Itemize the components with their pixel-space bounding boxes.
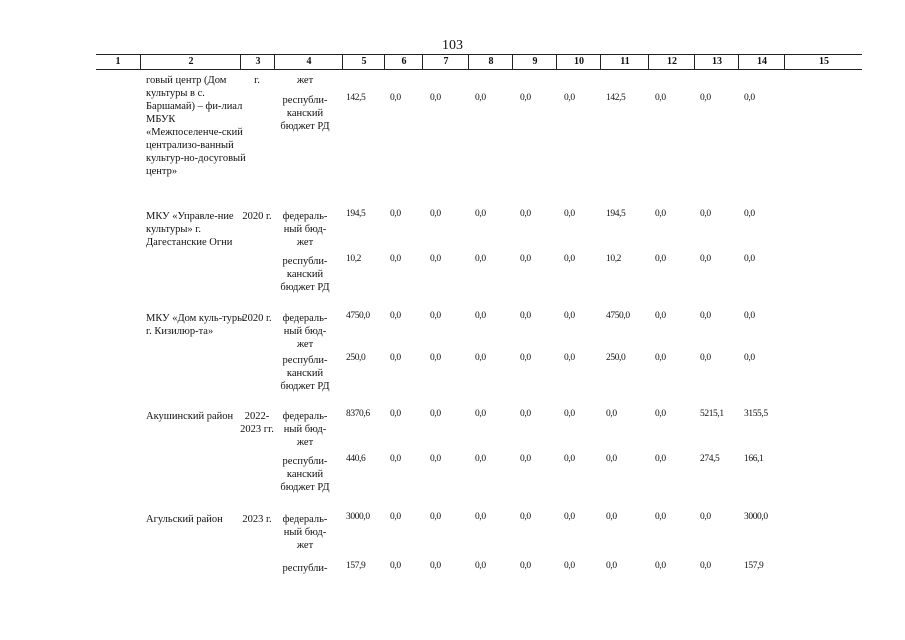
value-cell-col-9: 0,0 bbox=[520, 353, 531, 363]
value-cell-col-6: 0,0 bbox=[390, 353, 401, 363]
row-funding-source: федераль-ный бюд-жет bbox=[282, 411, 328, 448]
value-cell-col-5: 4750,0 bbox=[346, 311, 370, 321]
value-cell-col-6: 0,0 bbox=[390, 454, 401, 464]
column-header-13: 13 bbox=[694, 55, 739, 69]
column-header-9: 9 bbox=[512, 55, 557, 69]
column-header-1: 1 bbox=[115, 56, 121, 67]
row-funding-source: федераль-ный бюд-жет bbox=[282, 313, 328, 350]
value-cell-col-11: 0,0 bbox=[606, 409, 617, 419]
value-cell-col-5: 10,2 bbox=[346, 254, 362, 264]
row-year: г. bbox=[254, 75, 260, 86]
value-cell-col-12: 0,0 bbox=[655, 409, 666, 419]
value-cell-col-11: 0,0 bbox=[606, 561, 617, 571]
value-cell-col-5: 8370,6 bbox=[346, 409, 370, 419]
value-cell-col-14: 157,9 bbox=[744, 561, 764, 571]
column-header-7: 7 bbox=[422, 55, 469, 69]
row-funding-source: федераль-ный бюд-жет bbox=[282, 514, 328, 551]
value-cell-col-5: 250,0 bbox=[346, 353, 366, 363]
column-header-4: 4 bbox=[274, 55, 343, 69]
row-funding-source: республи-канский бюджет РД bbox=[280, 456, 330, 493]
value-cell-col-8: 0,0 bbox=[475, 454, 486, 464]
value-cell-col-7: 0,0 bbox=[430, 512, 441, 522]
value-cell-col-7: 0,0 bbox=[430, 311, 441, 321]
value-cell-col-12: 0,0 bbox=[655, 561, 666, 571]
value-cell-col-12: 0,0 bbox=[655, 311, 666, 321]
value-cell-col-14: 3000,0 bbox=[744, 512, 768, 522]
value-cell-col-7: 0,0 bbox=[430, 409, 441, 419]
value-cell-col-14: 0,0 bbox=[744, 254, 755, 264]
column-header-6: 6 bbox=[384, 55, 423, 69]
value-cell-col-6: 0,0 bbox=[390, 409, 401, 419]
value-cell-col-5: 142,5 bbox=[346, 93, 366, 103]
value-cell-col-14: 0,0 bbox=[744, 353, 755, 363]
row-year: 2020 г. bbox=[242, 313, 272, 324]
value-cell-col-7: 0,0 bbox=[430, 353, 441, 363]
value-cell-col-5: 194,5 bbox=[346, 209, 366, 219]
value-cell-col-7: 0,0 bbox=[430, 254, 441, 264]
value-cell-col-8: 0,0 bbox=[475, 93, 486, 103]
value-cell-col-14: 0,0 bbox=[744, 209, 755, 219]
value-cell-col-10: 0,0 bbox=[564, 353, 575, 363]
value-cell-col-12: 0,0 bbox=[655, 254, 666, 264]
value-cell-col-5: 3000,0 bbox=[346, 512, 370, 522]
value-cell-col-13: 274,5 bbox=[700, 454, 720, 464]
value-cell-col-10: 0,0 bbox=[564, 454, 575, 464]
value-cell-col-6: 0,0 bbox=[390, 561, 401, 571]
column-header-2: 2 bbox=[140, 55, 241, 69]
column-header-8: 8 bbox=[468, 55, 513, 69]
row-name: говый центр (Дом культуры в с. Баршамай) – фи-лиал МБУК «Межпоселенче-ский централизо-ванный культур-но-досуговый центр» bbox=[146, 75, 246, 177]
value-cell-col-10: 0,0 bbox=[564, 561, 575, 571]
value-cell-col-14: 0,0 bbox=[744, 311, 755, 321]
value-cell-col-13: 0,0 bbox=[700, 93, 711, 103]
column-header-3: 3 bbox=[240, 55, 275, 69]
row-year: 2020 г. bbox=[242, 211, 272, 222]
value-cell-col-13: 0,0 bbox=[700, 254, 711, 264]
value-cell-col-12: 0,0 bbox=[655, 209, 666, 219]
value-cell-col-9: 0,0 bbox=[520, 561, 531, 571]
value-cell-col-7: 0,0 bbox=[430, 454, 441, 464]
row-funding-source: республи-канский бюджет РД bbox=[280, 355, 330, 392]
row-funding-source: республи-канский бюджет РД bbox=[280, 95, 330, 132]
value-cell-col-6: 0,0 bbox=[390, 254, 401, 264]
column-header-11: 11 bbox=[600, 55, 649, 69]
value-cell-col-11: 10,2 bbox=[606, 254, 622, 264]
row-funding-source: федераль-ный бюд-жет bbox=[282, 211, 328, 248]
row-name: Акушинский район bbox=[146, 411, 234, 422]
value-cell-col-9: 0,0 bbox=[520, 209, 531, 219]
column-header-14: 14 bbox=[738, 55, 785, 69]
value-cell-col-6: 0,0 bbox=[390, 93, 401, 103]
value-cell-col-10: 0,0 bbox=[564, 311, 575, 321]
value-cell-col-13: 0,0 bbox=[700, 353, 711, 363]
value-cell-col-12: 0,0 bbox=[655, 353, 666, 363]
value-cell-col-10: 0,0 bbox=[564, 93, 575, 103]
value-cell-col-12: 0,0 bbox=[655, 454, 666, 464]
row-name: МКУ «Дом куль-туры г. Кизилюр-та» bbox=[146, 313, 245, 337]
value-cell-col-8: 0,0 bbox=[475, 561, 486, 571]
value-cell-col-10: 0,0 bbox=[564, 254, 575, 264]
value-cell-col-13: 0,0 bbox=[700, 311, 711, 321]
value-cell-col-6: 0,0 bbox=[390, 512, 401, 522]
value-cell-col-11: 0,0 bbox=[606, 512, 617, 522]
row-funding-source: жет bbox=[296, 75, 314, 86]
value-cell-col-8: 0,0 bbox=[475, 353, 486, 363]
value-cell-col-10: 0,0 bbox=[564, 209, 575, 219]
value-cell-col-6: 0,0 bbox=[390, 209, 401, 219]
value-cell-col-9: 0,0 bbox=[520, 454, 531, 464]
value-cell-col-11: 4750,0 bbox=[606, 311, 630, 321]
value-cell-col-7: 0,0 bbox=[430, 93, 441, 103]
value-cell-col-7: 0,0 bbox=[430, 561, 441, 571]
value-cell-col-12: 0,0 bbox=[655, 512, 666, 522]
row-name: МКУ «Управле-ние культуры» г. Дагестанские Огни bbox=[146, 211, 234, 248]
row-name: Агульский район bbox=[146, 514, 223, 525]
value-cell-col-11: 142,5 bbox=[606, 93, 626, 103]
value-cell-col-11: 250,0 bbox=[606, 353, 626, 363]
value-cell-col-5: 440,6 bbox=[346, 454, 366, 464]
value-cell-col-11: 194,5 bbox=[606, 209, 626, 219]
value-cell-col-14: 166,1 bbox=[744, 454, 764, 464]
row-year: 2022-2023 гг. bbox=[240, 411, 274, 435]
value-cell-col-7: 0,0 bbox=[430, 209, 441, 219]
page-number: 103 bbox=[442, 38, 463, 53]
column-header-5: 5 bbox=[342, 55, 385, 69]
value-cell-col-9: 0,0 bbox=[520, 93, 531, 103]
table-header bbox=[96, 54, 862, 70]
value-cell-col-10: 0,0 bbox=[564, 512, 575, 522]
value-cell-col-8: 0,0 bbox=[475, 409, 486, 419]
row-funding-source: республи-канский бюджет РД bbox=[280, 256, 330, 293]
value-cell-col-11: 0,0 bbox=[606, 454, 617, 464]
row-funding-source: республи- bbox=[282, 563, 328, 574]
value-cell-col-9: 0,0 bbox=[520, 254, 531, 264]
value-cell-col-9: 0,0 bbox=[520, 512, 531, 522]
value-cell-col-9: 0,0 bbox=[520, 409, 531, 419]
value-cell-col-14: 3155,5 bbox=[744, 409, 768, 419]
column-header-10: 10 bbox=[556, 55, 601, 69]
value-cell-col-8: 0,0 bbox=[475, 209, 486, 219]
value-cell-col-8: 0,0 bbox=[475, 311, 486, 321]
value-cell-col-13: 5215,1 bbox=[700, 409, 724, 419]
value-cell-col-13: 0,0 bbox=[700, 209, 711, 219]
value-cell-col-10: 0,0 bbox=[564, 409, 575, 419]
value-cell-col-9: 0,0 bbox=[520, 311, 531, 321]
value-cell-col-8: 0,0 bbox=[475, 254, 486, 264]
value-cell-col-6: 0,0 bbox=[390, 311, 401, 321]
value-cell-col-14: 0,0 bbox=[744, 93, 755, 103]
value-cell-col-5: 157,9 bbox=[346, 561, 366, 571]
column-header-12: 12 bbox=[648, 55, 695, 69]
row-year: 2023 г. bbox=[242, 514, 272, 525]
value-cell-col-12: 0,0 bbox=[655, 93, 666, 103]
value-cell-col-13: 0,0 bbox=[700, 561, 711, 571]
column-header-15: 15 bbox=[784, 55, 863, 69]
value-cell-col-8: 0,0 bbox=[475, 512, 486, 522]
value-cell-col-13: 0,0 bbox=[700, 512, 711, 522]
